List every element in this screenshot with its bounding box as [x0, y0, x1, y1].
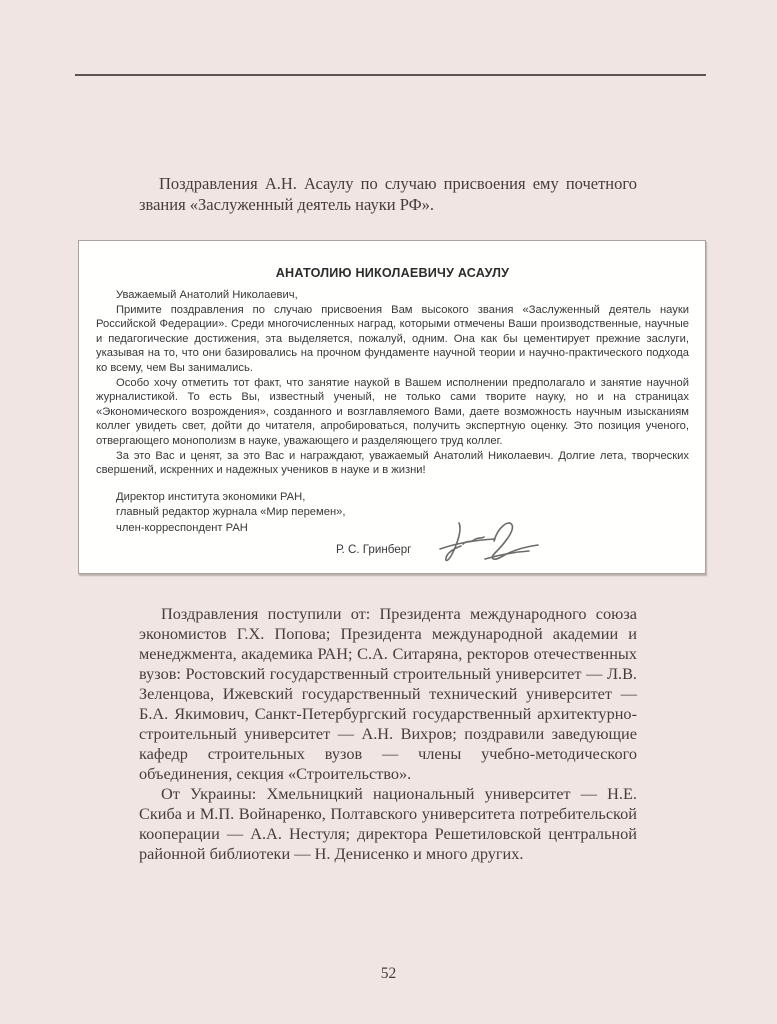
- body-paragraphs: [139, 604, 637, 864]
- congratulation-letter-scan: [78, 240, 706, 574]
- signature-title-line: главный редактор журнала «Мир перемен»,: [116, 506, 346, 519]
- handwritten-signature-icon: [437, 515, 541, 565]
- intro-paragraph: Поздравления А.Н. Асаулу по случаю присвоения ему почетного звания «Заслуженный деятель науки РФ».: [139, 174, 637, 214]
- signature-title-line: Директор института экономики РАН,: [116, 490, 306, 503]
- letter-paragraph: Примите поздравления по случаю присвоения Вам высокого звания «Заслуженный деятель науки Российской Федерации». Среди многочисленных наград, которыми отмечены Ваши производственные, научные и педагогические достижения, эта выделяется, пожалуй, одним. Она как бы цементирует прежние заслуги, указывая на то, что они базировались на прочном фундаменте научной теории и научно-практического подхода ко всему, чем Вы занимались.: [96, 303, 689, 374]
- signer-name: Р. С. Гринберг: [336, 543, 412, 556]
- letter-title: АНАТОЛИЮ НИКОЛАЕВИЧУ АСАУЛУ: [275, 266, 510, 280]
- header-rule: [75, 74, 706, 76]
- body-paragraph: От Украины: Хмельницкий национальный университет — Н.Е. Скиба и М.П. Войнаренко, Полтавского университета потребительской кооперации — А.А. Нестуля; директора Решетиловской центральной районной библиотеки — Н. Денисенко и много других.: [139, 784, 637, 863]
- page-number: 52: [380, 965, 397, 982]
- body-paragraph: Поздравления поступили от: Президента международного союза экономистов Г.Х. Попова; Президента международной академии и менеджмента, академика РАН; С.А. Ситаряна, ректоров отечественных вузов: Ростовский государственный строительный университет — Л.В. Зеленцова, Ижевский государственный технический университет — Б.А. Якимович, Санкт-Петербургский государственный архитектурно-строительный университет — А.Н. Вихров; поздравили заведующие кафедр строительных вузов — члены учебно-методического объединения, секция «Строительство».: [139, 604, 637, 783]
- letter-paragraph: Особо хочу отметить тот факт, что занятие наукой в Вашем исполнении предполагало и занятие научной журналистикой. То есть Вы, известный ученый, не только сами творите науку, но и на страницах «Экономического возрождения», созданного и возглавляемого Вами, даете возможность научным изысканиям коллег увидеть свет, дойти до читателя, апробироваться, получить экспертную оценку. Это позиция ученого, отвергающего монополизм в науке, уважающего и разделяющего труд коллег.: [96, 376, 689, 447]
- signature-title-line: член-корреспондент РАН: [116, 521, 248, 534]
- letter-paragraph: За это Вас и ценят, за это Вас и награждают, уважаемый Анатолий Николаевич. Долгие лета, творческих свершений, искренних и надежных учеников в науке и в жизни!: [96, 449, 689, 477]
- signature-titles-block: [116, 490, 689, 536]
- letter-salutation: Уважаемый Анатолий Николаевич,: [116, 289, 298, 301]
